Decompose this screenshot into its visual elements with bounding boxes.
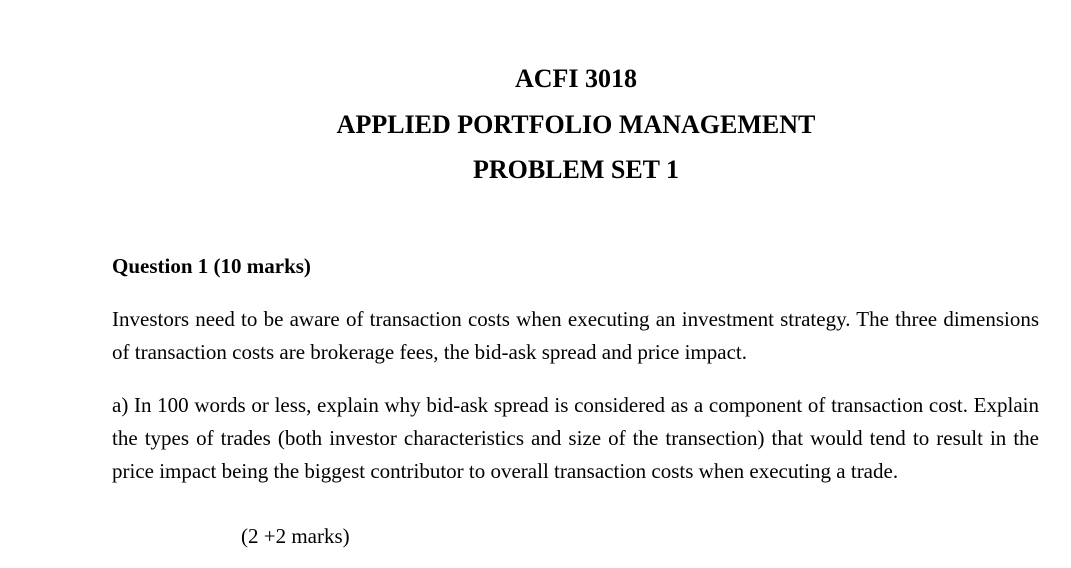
document-title: PROBLEM SET 1 [472, 155, 680, 184]
question-heading: Question 1 (10 marks) [112, 254, 311, 278]
question-part-a: a) In 100 words or less, explain why bid-ask spread is considered as a component of transaction cost. Explain the types of trades (both investor characteristics and size of the transection) that would tend to result in the price impact being the biggest contributor to overall transaction costs when executing a trade. [112, 393, 1039, 483]
question-intro: Investors need to be aware of transaction costs when executing an investment strategy. The three dimensions of transaction costs are brokerage fees, the bid-ask spread and price impact. [112, 307, 1039, 364]
course-code: ACFI 3018 [514, 64, 638, 93]
course-name: APPLIED PORTFOLIO MANAGEMENT [336, 110, 816, 139]
part-a-marks: (2 +2 marks) [241, 524, 350, 548]
